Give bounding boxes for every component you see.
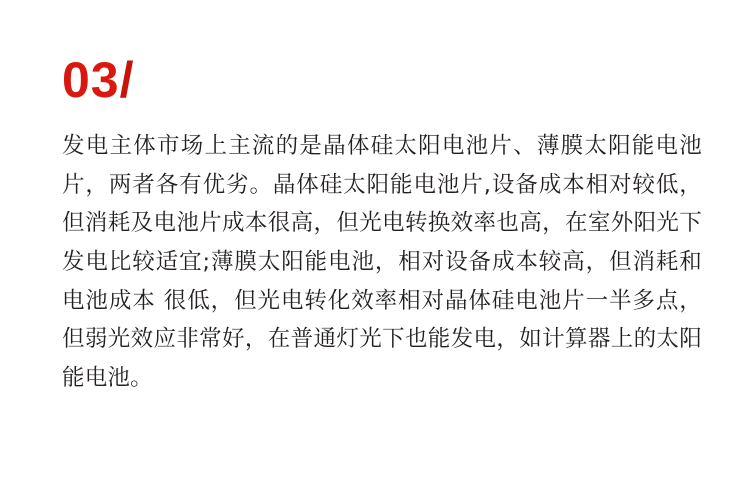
section-number-heading xyxy=(62,52,702,108)
body-paragraph: 发电主体市场上主流的是晶体硅太阳电池片、薄膜太阳能电池片，两者各有优劣。晶体硅太阳能电池片,设备成本相对较低，但消耗及电池片成本很高，但光电转换效率也高，在室外阳光下发电比较适宜;薄膜太阳能电池，相对设备成本较高，但消耗和电池成本 很低，但光电转化效率相对晶体硅电池片一半多点，但弱光效应非常好，在普通灯光下也能发电，如计算器上的太阳能电池。 xyxy=(62,133,702,392)
section-number-value: 03 xyxy=(62,52,120,108)
section-number-slash: / xyxy=(119,52,135,108)
